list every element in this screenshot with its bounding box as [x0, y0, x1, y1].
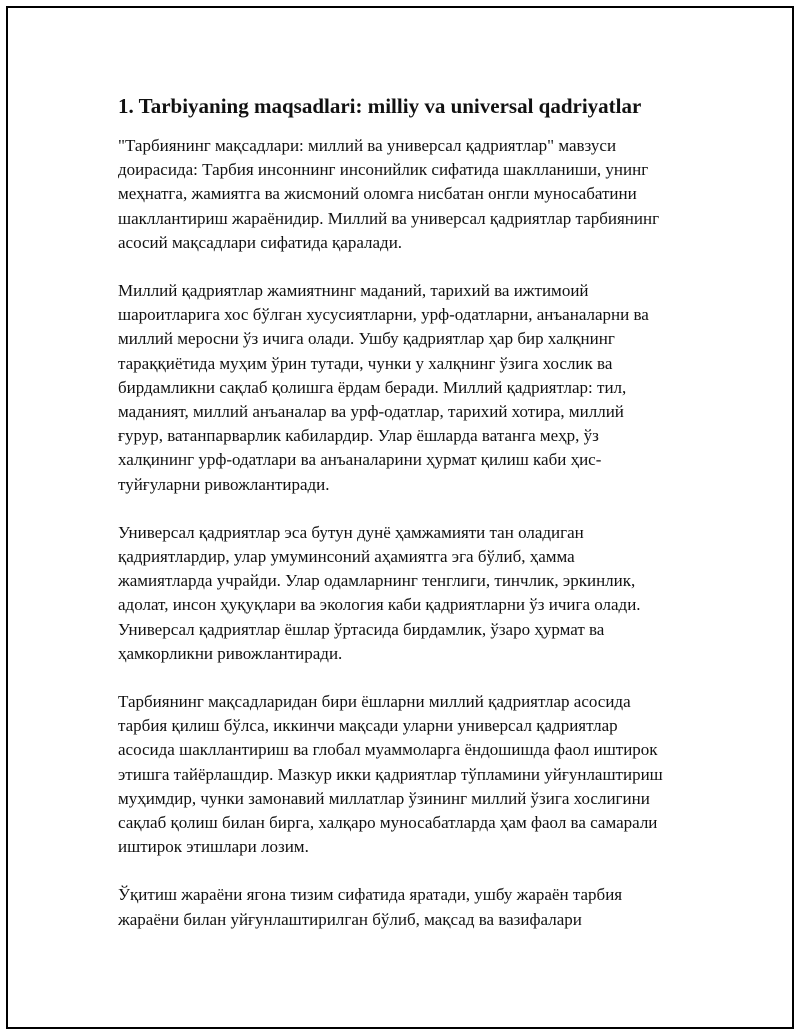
paragraph-1: "Тарбиянинг мақсадлари: миллий ва универсал қадриятлар" мавзуси доирасида: Тарбия инсоннинг инсонийлик сифатида шаклланиши, унинг меҳнатга, жамиятга ва жисмоний оломга нисбатан онгли муносабатини шакллантириш жараёнидир. Миллий ва универсал қадриятлар тарбиянинг асосий мақсадлари сифатида қаралади. [118, 136, 660, 252]
paragraph-5: Ўқитиш жараёни ягона тизим сифатида яратади, ушбу жараён тарбия жараёни билан уйғунлаштирилган бўлиб, мақсад ва вазифалари [118, 885, 623, 929]
paragraph-4: Тарбиянинг мақсадларидан бири ёшларни миллий қадриятлар асосида тарбия қилиш бўлса, иккинчи мақсади уларни универсал қадриятлар асосида шакллантириш ва глобал муаммоларга ёндошишда фаол иштирок этишга тайёрлашдир. Мазкур икки қадриятлар тўпламини уйғунлаштириш муҳимдир, чунки замонавий миллатлар ўзининг миллий ўзига хослигини сақлаб қолиш билан бирга, халқаро муносабатларда ҳам фаол ва самарали иштирок этишлари лозим. [118, 692, 663, 857]
document-title: 1. Tarbiyaning maqsadlari: milliy va universal qadriyatlar [118, 94, 642, 118]
paragraph-3: Универсал қадриятлар эса бутун дунё ҳамжамияти тан оладиган қадриятлардир, улар умуминсоний аҳамиятга эга бўлиб, ҳамма жамиятларда учрайди. Улар одамларнинг тенглиги, тинчлик, эркинлик, адолат, инсон ҳуқуқлари ва экология каби қадриятларни ўз ичига олади. Универсал қадриятлар ёшлар ўртасида бирдамлик, ўзаро ҳурмат ва ҳамкорликни ривожлантиради. [118, 522, 641, 663]
document-body [118, 92, 663, 956]
paragraph-2: Миллий қадриятлар жамиятнинг маданий, тарихий ва ижтимоий шароитларига хос бўлган хусусиятларни, урф-одатларни, анъаналарни ва миллий меросни ўз ичига олади. Ушбу қадриятлар ҳар бир халқнинг тараққиётида муҳим ўрин тутади, чунки у халқнинг ўзига хослик ва бирдамликни сақлаб қолишга ёрдам беради. Миллий қадриятлар: тил, маданият, миллий анъаналар ва урф-одатлар, тарихий хотира, миллий ғурур, ватанпарварлик кабилардир. Улар ёшларда ватанга меҳр, ўз халқининг урф-одатлари ва анъаналарини ҳурмат қилиш каби ҳис-туйғуларни ривожлантиради. [118, 281, 649, 494]
